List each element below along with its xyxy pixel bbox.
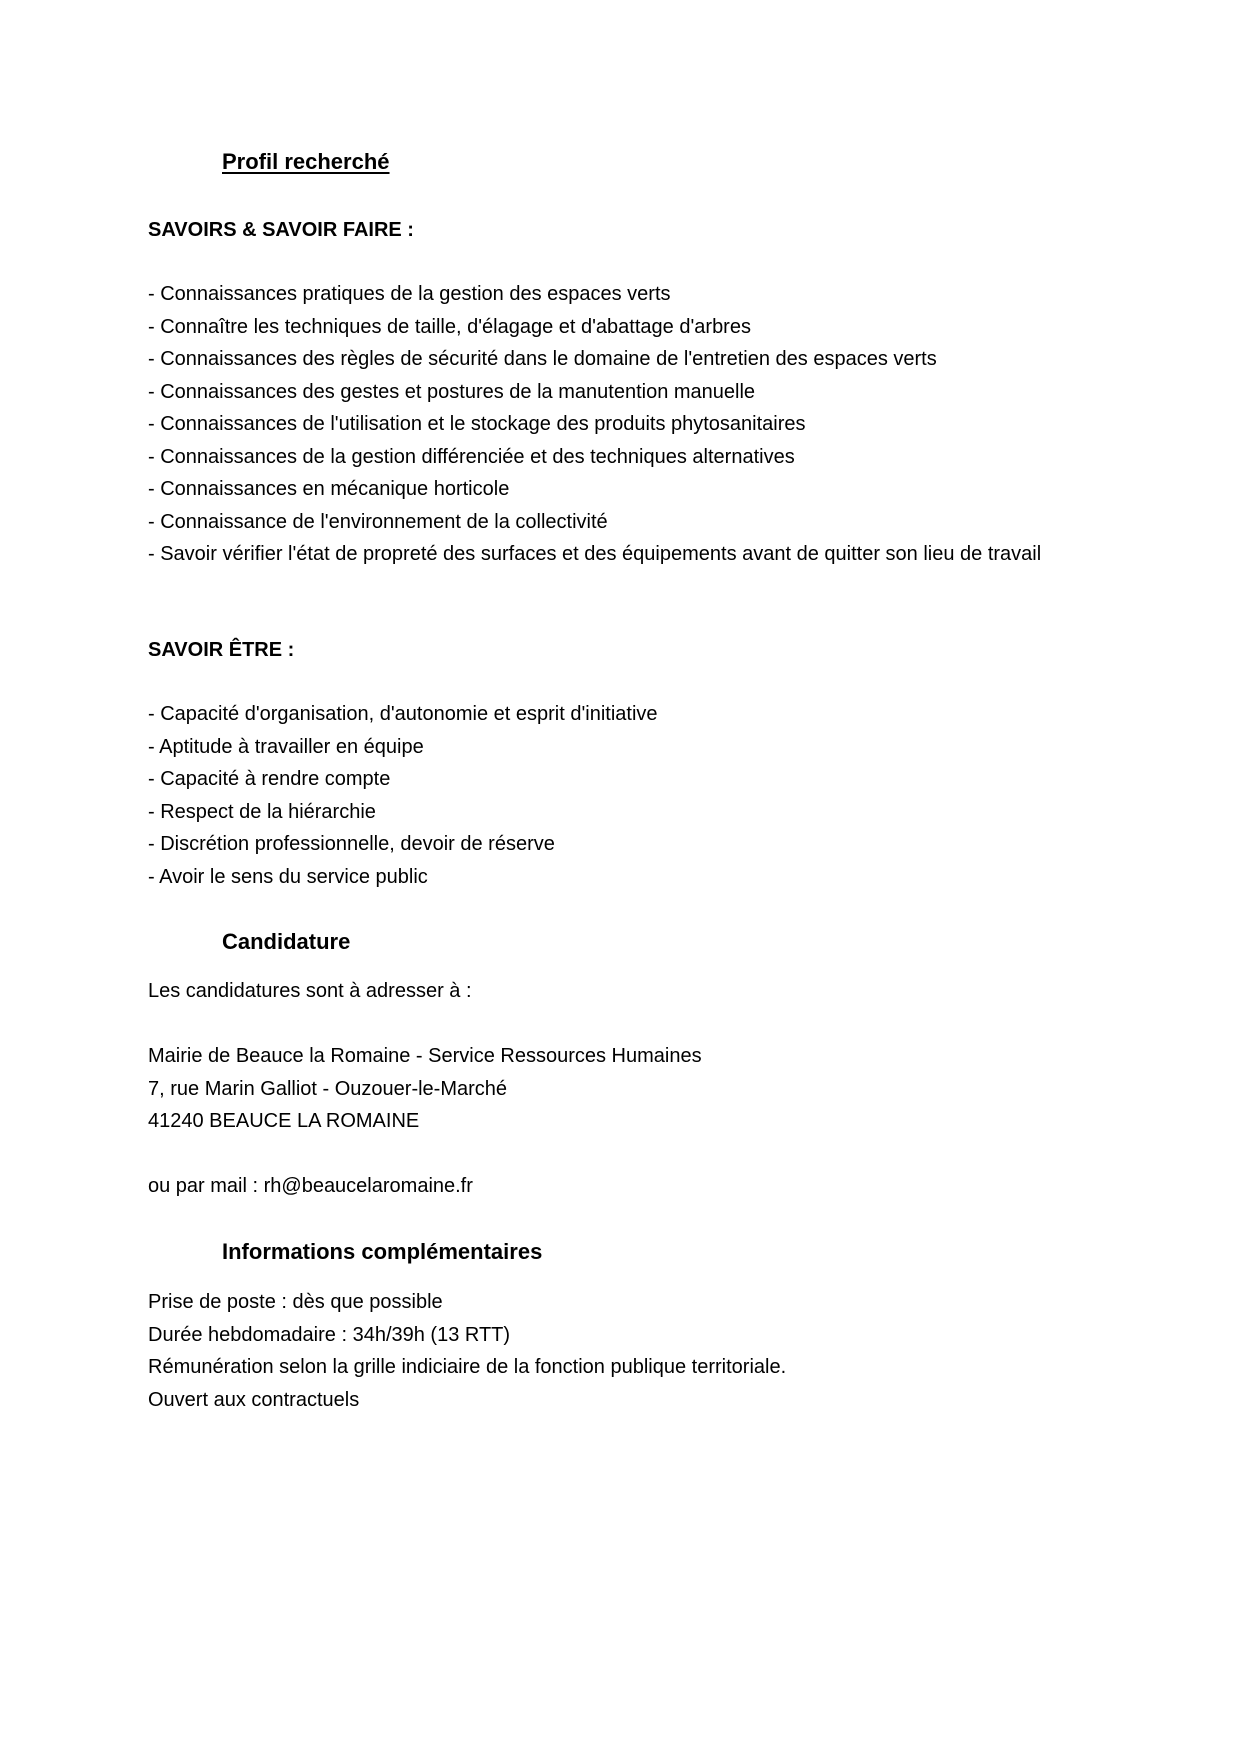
profil-title: Profil recherché [222, 149, 390, 174]
informations-list [148, 1286, 1094, 1416]
list-item: - Connaissances de l'utilisation et le stockage des produits phytosanitaires [148, 413, 806, 435]
list-item: - Respect de la hiérarchie [148, 800, 376, 823]
info-line: Rémunération selon la grille indiciaire de la fonction publique territoriale. [148, 1356, 787, 1378]
list-item: - Savoir vérifier l'état de propreté des surfaces et des équipements avant de quitter son lieu de travail [148, 543, 1042, 565]
list-item: - Connaissances des gestes et postures de la manutention manuelle [148, 380, 756, 403]
candidature-mail: ou par mail : rh@beaucelaromaine.fr [148, 1175, 473, 1197]
list-item: - Aptitude à travailler en équipe [148, 735, 424, 758]
address-line: 7, rue Marin Galliot - Ouzouer-le-Marché [148, 1077, 508, 1100]
list-item: - Connaissances en mécanique horticole [148, 478, 510, 500]
savoirs-heading: SAVOIRS & SAVOIR FAIRE : [148, 219, 414, 241]
candidature-address [148, 1040, 1094, 1138]
savoirs-list [148, 278, 1094, 571]
list-item: - Avoir le sens du service public [148, 865, 428, 888]
list-item: - Connaissances pratiques de la gestion des espaces verts [148, 283, 671, 305]
list-item: - Capacité d'organisation, d'autonomie et esprit d'initiative [148, 703, 658, 725]
info-line: Ouvert aux contractuels [148, 1388, 360, 1411]
savoir-etre-heading: SAVOIR ÊTRE : [148, 639, 295, 661]
list-item: - Connaître les techniques de taille, d'élagage et d'abattage d'arbres [148, 315, 751, 338]
list-item: - Capacité à rendre compte [148, 768, 391, 790]
address-line: 41240 BEAUCE LA ROMAINE [148, 1110, 420, 1132]
list-item: - Connaissance de l'environnement de la collectivité [148, 510, 608, 533]
candidature-intro: Les candidatures sont à adresser à : [148, 980, 472, 1002]
list-item: - Connaissances des règles de sécurité dans le domaine de l'entretien des espaces verts [148, 348, 937, 370]
info-line: Durée hebdomadaire : 34h/39h (13 RTT) [148, 1323, 511, 1346]
address-line: Mairie de Beauce la Romaine - Service Ressources Humaines [148, 1045, 702, 1067]
savoir-etre-list [148, 698, 1094, 893]
informations-title: Informations complémentaires [222, 1239, 543, 1264]
list-item: - Connaissances de la gestion différenciée et des techniques alternatives [148, 445, 795, 468]
candidature-title: Candidature [222, 929, 351, 954]
list-item: - Discrétion professionnelle, devoir de réserve [148, 833, 555, 855]
info-line: Prise de poste : dès que possible [148, 1291, 443, 1313]
